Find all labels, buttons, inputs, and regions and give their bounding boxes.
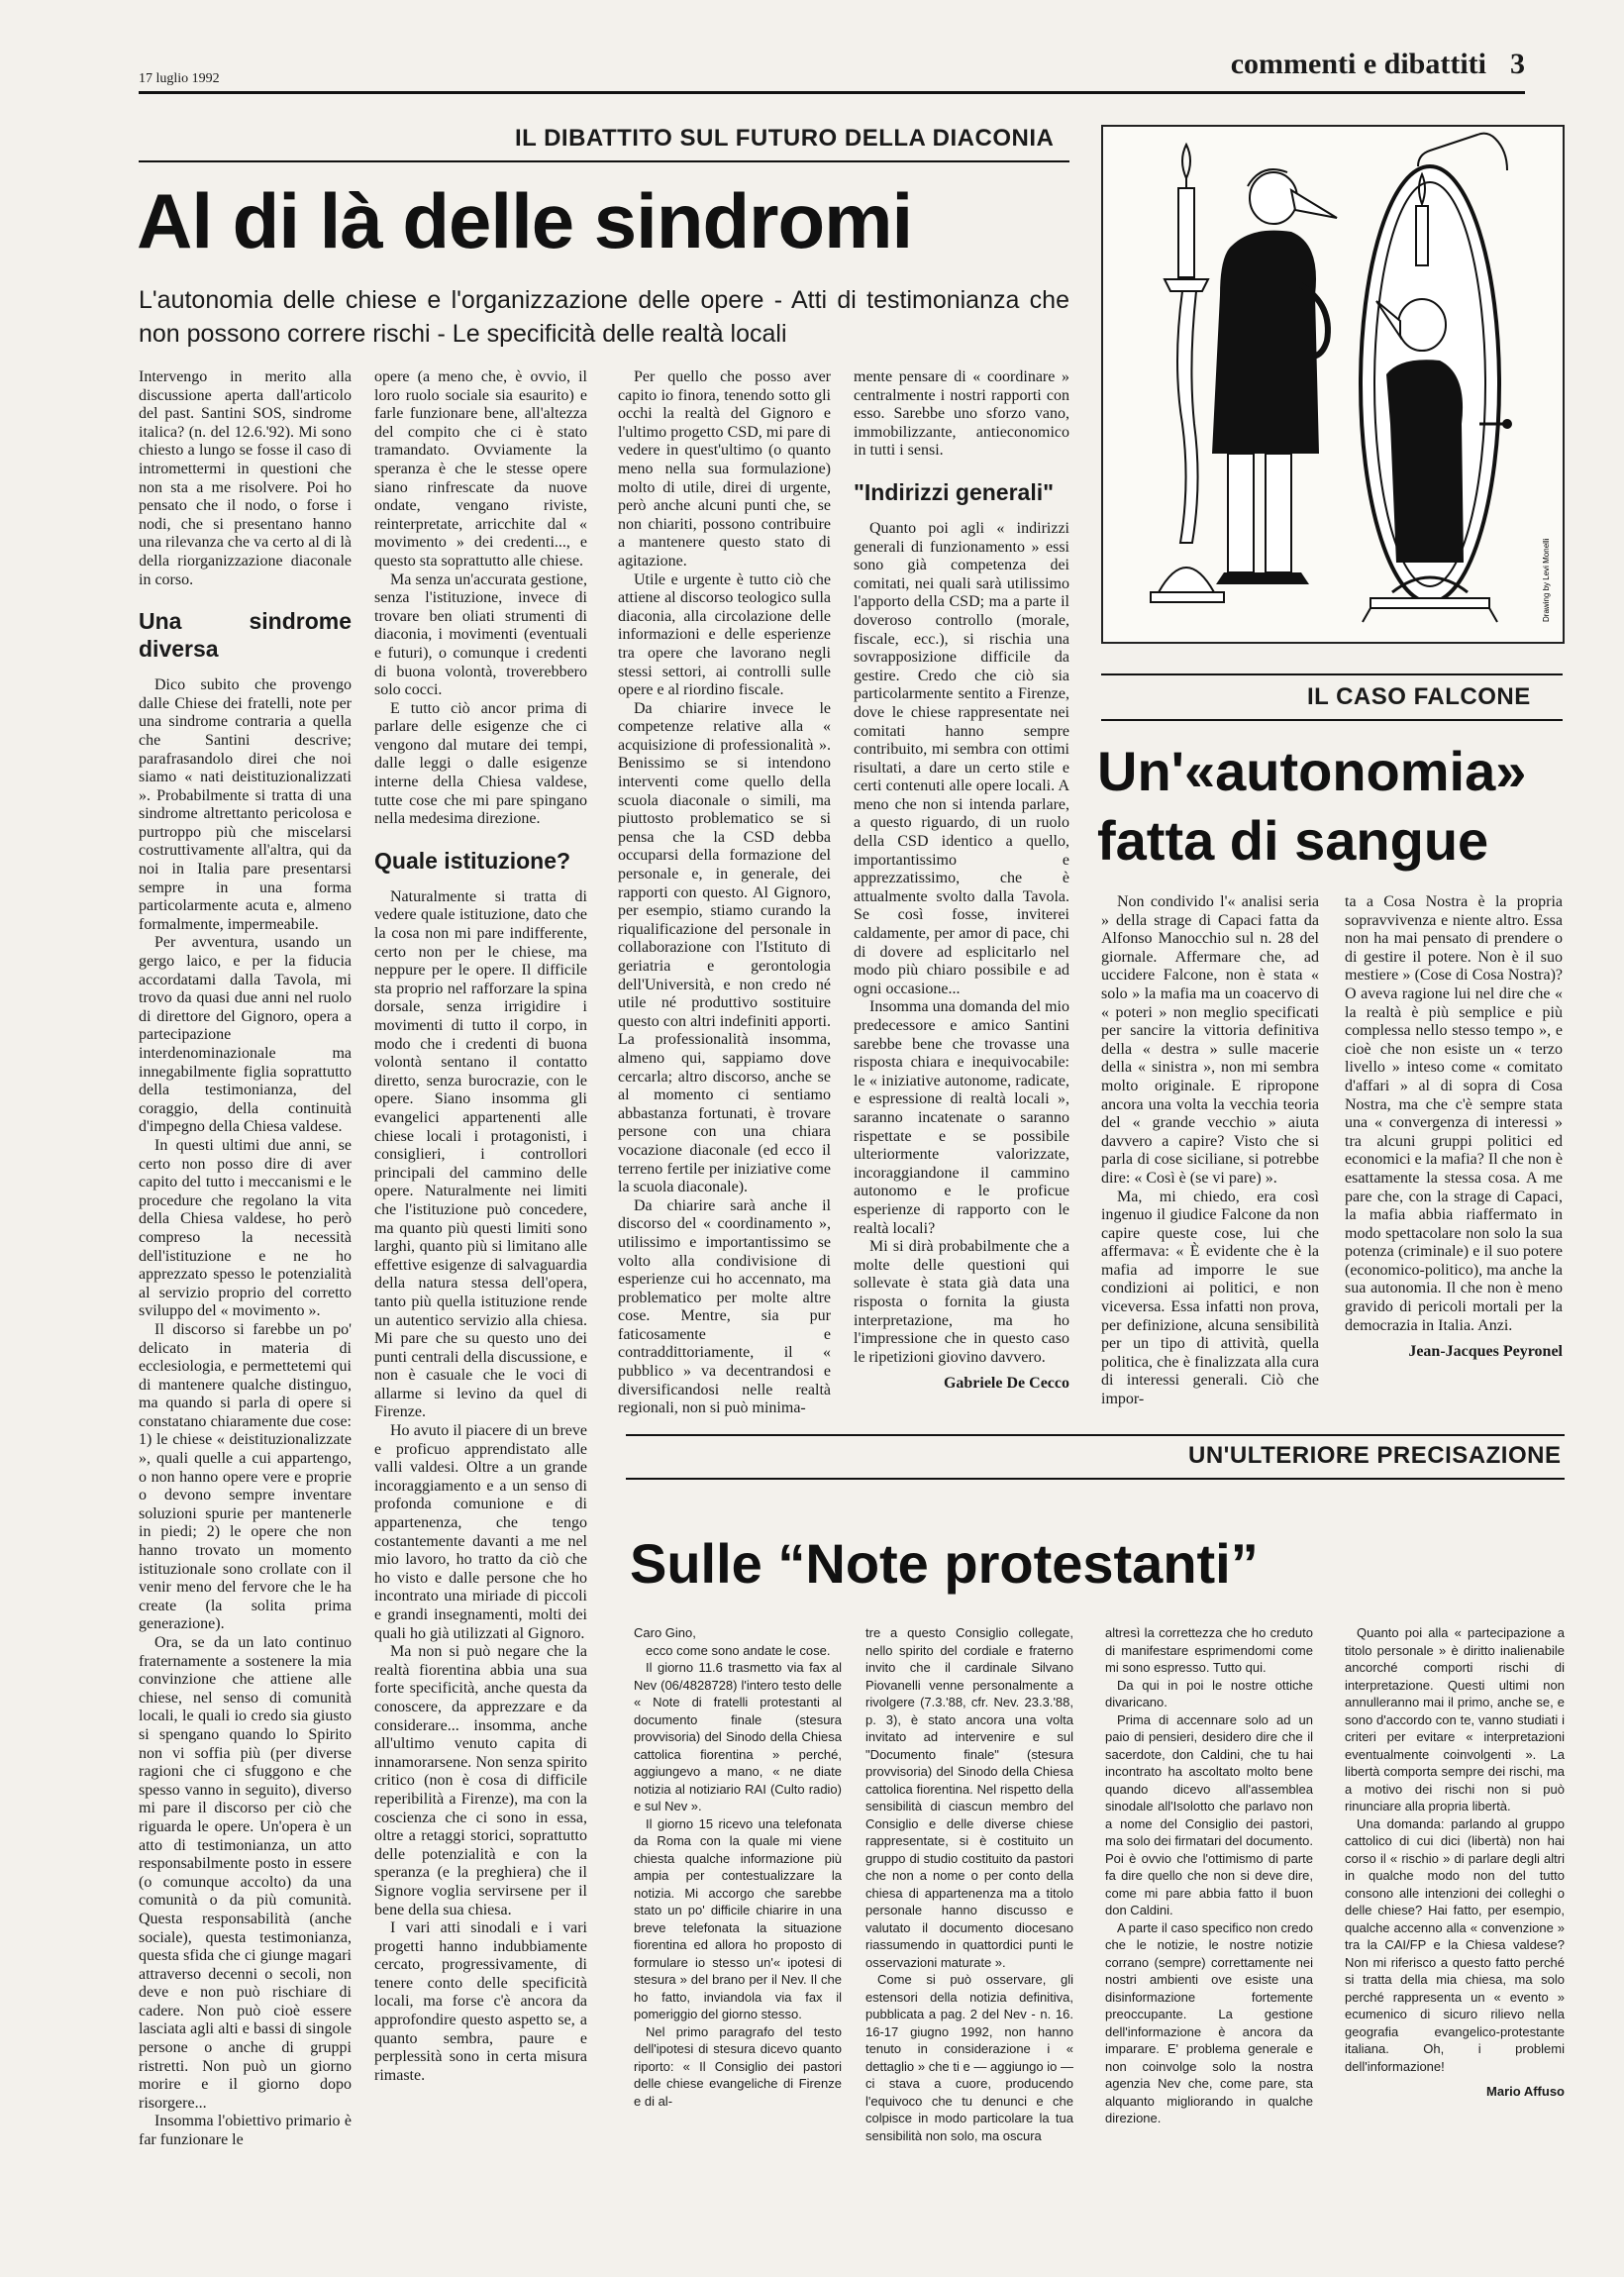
paragraph: Da chiarire invece le competenze relative alla « acquisizione di professionalità ». Benissimo se si intendono interventi come quello della scuola diaconale o simili, ma piuttosto problematico se si pensa che la CSD debba occuparsi della formazione del personale e, in generale, dei rapporti con questo. Al Gignoro, per esempio, stiamo curando la riqualificazione del personale in collaborazione con l'Istituto di geriatria e gerontologia dell'Università, e non credo né utile né produttivo sostituire questo con altri indefiniti apporti. La professionalità insomma, almeno qui, sappiamo dove cercarla; altro discorso, anche se al momento ci sentiamo abbastanza fortunati, è trovare persone con una chiara vocazione diaconale (ed ecco il terreno fertile per iniziative come la scuola diaconale). — [618, 699, 831, 1196]
paragraph: Dico subito che provengo dalle Chiese dei fratelli, note per una sindrome contraria a quella che Santini descrive; parafrasandolo direi che noi siamo « nati deistituzionalizzati ». Probabilmente si tratta di una sindrome altrettanto pericolosa e purtroppo più che miscelarsi costruttivamente all'altra, qui da noi in Italia pare presentarsi sempre in una forma particolarmente acuta e, almeno formalmente, impermeabile. — [139, 676, 352, 933]
header-rule — [139, 91, 1525, 94]
paragraph: E tutto ciò ancor prima di parlare delle esigenze che ci vengono dal mutare dei tempi, dalle leggi o dalle esigenze interne della Chiesa valdese, tutte cose che mi pare spingano nella medesima direzione. — [374, 699, 587, 828]
paragraph: Per avventura, usando un gergo laico, e per la fiducia accordatami dalla Tavola, mi trovo da quasi due anni nel ruolo di direttore del Gignoro, opera a partecipazione interdenominazionale ma innegabilmente figlia soprattutto della testimonianza, del coraggio, della continuità d'impegno della Chiesa valdese. — [139, 934, 352, 1136]
article3-column-2 — [865, 1624, 1073, 2144]
article2-title: Un'«autonomia» fatta di sangue — [1097, 740, 1527, 872]
section-name: commenti e dibattiti — [1230, 48, 1486, 80]
paragraph: ta a Cosa Nostra è la propria sopravvivenza e niente altro. Essa non ha mai pensato di prendere o di gestire il potere. Non è il suo mestiere » (Cose di Cosa Nostra)? O aveva ragione lui nel dire che « la realtà è più semplice e più complessa nello stesso tempo », e cioè che non esiste un « terzo livello » inteso come « comitato d'affari » al di sopra di Cosa Nostra, ma che c'è sempre stata una « convergenza di interessi » tra alcuni gruppi politici ed economici e la mafia? Il che non è esattamente la stessa cosa. A me pare che, con la strage di Capaci, la mafia abbia riaffermato in modo spettacolare non solo la sua potenza (criminale) e il suo potere (economico-politico), ma anche la sua autonomia. Il che non è meno gravido di pericoli mortali per la democrazia in Italia. Anzi. — [1345, 893, 1563, 1334]
mirror-icon — [1361, 134, 1512, 622]
article3-kicker: UN'ULTERIORE PRECISAZIONE — [1188, 1442, 1562, 1469]
paragraph: Prima di accennare solo ad un paio di pensieri, desidero dire che il sacerdote, don Caldini, che tu hai incontrato ha ascoltato molto bene quando dicevo all'assemblea sinodale all'Isolotto che parlavo non a nome del Consiglio dei pastori, ma solo dei firmatari del documento. Poi è ovvio che l'ottimismo di parte fa dire quello che non si deve dire, come mi pare abbia fatto il buon don Caldini. — [1105, 1711, 1313, 1917]
paragraph: mente pensare di « coordinare » centralmente i nostri rapporti con esso. Sarebbe uno sforzo vano, immobilizzante, antieconomico in tutti i sensi. — [854, 368, 1069, 460]
paragraph: Utile e urgente è tutto ciò che attiene al discorso teologico sulla diaconia, alla circolazione delle informazioni e delle esperienze tra opere che lavorano negli stessi settori, ai controlli sulle opere e al riordino fiscale. — [618, 570, 831, 699]
paragraph: Ma, mi chiedo, era così ingenuo il giudice Falcone da non capire queste cose, lui che affermava: « È evidente che è la mafia ad imporre le sue condizioni ai politici, e non viceversa. Essa infatti non prova, per definizione, alcuna sensibilità per un tipo di attività, quella politica, che è finalizzata alla cura di interessi generali. Ciò che impor- — [1101, 1188, 1319, 1408]
paragraph: Insomma l'obiettivo primario è far funzionare le — [139, 2113, 352, 2149]
article1-subhead-3: "Indirizzi generali" — [854, 478, 1055, 505]
paragraph: Da qui in poi le nostre ottiche divaricano. — [1105, 1677, 1313, 1709]
paragraph: Come si può osservare, gli estensori della notizia definitiva, pubblicata a pag. 2 del Nev - n. 16. 16-17 giugno 1992, non hanno tenuto in considerazione i « dettaglio » che ti e — aggiungo io — ci stava a cuore, producendo l'equivoco che tu denunci e che colpisce in modo particolare la tua sensibilità non solo, ma oscura — [865, 1972, 1073, 2143]
paragraph: tre a questo Consiglio collegate, nello spirito del cordiale e fraterno invito che il cardinale Silvano Piovanelli venne personalmente a rivolgere (7.3.'88, cfr. Nev. 23.3.'88, p. 3), è stato ancora una volta invitato ad intervenire e sul "Documento finale" (stesura provvisoria) del Sinodo della Chiesa cattolica fiorentina. Nel rispetto della sensibilità di ciascun membro del Consiglio e delle diverse chiese rappresentate, si è costituito un gruppo di studio costituito da pastori che non a nome o per conto della chiesa di appartenenza ma a titolo personale hanno discusso e valutato il documento diocesano riassumendo in quattordici punti le osservazioni maturate ». — [865, 1625, 1073, 1970]
article3-column-4 — [1345, 1624, 1565, 2101]
paragraph: Caro Gino, — [634, 1625, 696, 1640]
article1-column-3 — [618, 368, 831, 1418]
section-header — [1231, 48, 1525, 81]
paragraph: Naturalmente si tratta di vedere quale istituzione, dato che la cosa non mi pare indifferente, certo non per le chiese, ma neppure per le opere. Il difficile sta proprio nel rafforzare la spina dorsale, senza irrigidire i movimenti di tutto il corpo, in modo che i credenti di buona volontà sentano il contatto diretto, senza burocrazie, con le opere. Siano insomma gli evangelici appartenenti alle chiese locali i protagonisti, i consiglieri, i controllori principali del cammino delle opere. Naturalmente nei limiti che l'istituzione può concedere, ma quanto più questi limiti sono larghi, quanto più si limitano alle effettive esigenze di salvaguardia della natura stessa dell'opera, tanto più quella istituzione rende un autentico servizio alla chiesa. Mi pare che su questo uno dei punti centrali della discussione, e non è casuale che le voci di allarme si levino da quel di Firenze. — [374, 887, 587, 1421]
paragraph: I vari atti sinodali e i vari progetti hanno indubbiamente cercato, progressivamente, di tenere conto delle specificità locali, ma forse c'è ancora da approfondire questo aspetto se, a quanto sembra, paure e perplessità sono in certa misura rimaste. — [374, 1919, 587, 2084]
paragraph: In questi ultimi due anni, se certo non posso dire di aver capito del tutto i meccanismi e le procedure che regolano la vita della Chiesa valdese, ho però compreso la necessità dell'istituzione e ne ho apprezzato spesso le potenzialità al servizio proprio del corretto sviluppo del « movimento ». — [139, 1136, 352, 1320]
paragraph: ecco come sono andate le cose. — [646, 1642, 831, 1658]
article1-column-2 — [374, 368, 587, 2085]
article2-kicker: IL CASO FALCONE — [1307, 683, 1531, 710]
issue-date: 17 luglio 1992 — [139, 71, 220, 86]
article2-kicker-rule — [1101, 719, 1563, 721]
cartoon-drawing — [1103, 127, 1563, 642]
article3-column-1 — [634, 1624, 842, 2110]
paragraph: Una domanda: parlando al gruppo cattolico di cui dici (libertà) non hai corso il « rischio » di parlare degli altri in qualche modo non del tutto consono alle intenzioni dei colleghi o delle chiese? Hai fatto, per esempio, qualche accenno alla « convenzione » tra la CAI/FP e la Chiesa valdese? Non mi riferisco a questo fatto perché si tratta della mia chiesa, ma solo perché rappresenta un « evento » ecumenico di sicuro rilievo nella geografia evangelico-protestante italiana. Oh, i problemi dell'informazione! — [1345, 1815, 1565, 2074]
article1-deck: L'autonomia delle chiese e l'organizzazione delle opere - Atti di testimonianza che non possono correre rischi - Le specificità delle realtà locali — [139, 286, 1069, 348]
article2-column-2 — [1345, 893, 1563, 1362]
article1-column-1 — [139, 368, 352, 2150]
article1-title: Al di là delle sindromi — [137, 177, 913, 264]
cartoon-illustration — [1101, 125, 1565, 644]
paragraph: Il giorno 11.6 trasmetto via fax al Nev (06/4828728) l'intero testo delle « Note di fratelli protestanti al documento finale (stesura provvisoria) del Sinodo della Chiesa cattolica fiorentina » perché, aggiungevo a mano, « ne diate notizia al notiziario RAI (Culto radio) e sul Nev ». — [634, 1660, 842, 1813]
article1-column-4 — [854, 368, 1069, 1394]
article1-kicker: IL DIBATTITO SUL FUTURO DELLA DIACONIA — [515, 125, 1055, 152]
paragraph: Mi si dirà probabilmente che a molte delle questioni qui sollevate è stata già data una risposta o fornita la giusta interpretazione, ma ho l'impressione che in questo caso le ripetizioni giovino davvero. — [854, 1238, 1069, 1366]
paragraph: Per quello che posso aver capito io finora, tenendo sotto gli occhi la realtà del Gignoro e l'ultimo progetto CSD, mi pare di vedere in quest'ultimo (o quanto meno nella sua formulazione) molto di utile, direi di urgente, però anche alcuni punti che, se non chiariti, possono contribuire a mantenere questo stato di agitazione. — [618, 368, 831, 569]
page-number: 3 — [1510, 48, 1525, 80]
paragraph: altresì la correttezza che ho creduto di manifestare esprimendomi come mi sono espresso. Tutto qui. — [1105, 1625, 1313, 1675]
paragraph: Insomma una domanda del mio predecessore e amico Santini sarebbe bene che trovasse una risposta chiara e inequivocabile: le « iniziative autonome, radicate, e espressione di realtà locali », saranno incatenate o saranno rispettate e se possibile ulteriormente valorizzate, incoraggiandone il cammino autonomo e le proficue esperienze di rapporto con le realtà locali? — [854, 998, 1069, 1237]
cartoon-credit: Drawing by Levi Monelli — [1542, 538, 1551, 622]
article2-column-1 — [1101, 893, 1319, 1409]
paragraph: Ma non si può negare che la realtà fiorentina abbia una sua forte specificità, anche questa da conoscere, da apprezzare e da considerare... insomma, anche all'ultimo venuto capita di innamorarsene. Non senza spirito critico (non è cosa di difficile reperibilità a Firenze), ma con la coscienza che ci sono in essa, oltre a retaggi storici, soprattutto delle potenzialità e con la speranza (e la preghiera) che il Signore voglia servirsene per il bene della sua chiesa. — [374, 1643, 587, 1918]
article3-signature: Mario Affuso — [1486, 2084, 1565, 2099]
paragraph: Il discorso si farebbe un po' delicato in materia di ecclesiologia, e permettetemi qui di mantenere qualche distinguo, ma quando si parla di opere si constatano chiaramente due cose: 1) le chiese « deistituzionalizzate », quali quelle a cui appartengo, o non hanno opere vere e proprie o devono sempre inventare soluzioni spurie per mantenerle in piedi; 2) le opere che non hanno trovato un momento istituzionale sono crollate con il venir meno del fervore che le ha create (la solita prima generazione). — [139, 1320, 352, 1633]
article2-top-rule — [1101, 673, 1563, 675]
article1-subhead-2: Quale istituzione? — [374, 847, 571, 874]
paragraph: A parte il caso specifico non credo che le notizie, le nostre notizie corrano (sempre) correttamente nei nostri ambienti ove esiste una disinformazione fortemente preoccupante. La gestione dell'informazione è ancora da imparare. E' problema generale e non coinvolge solo la nostra agenzia Nev che, come pare, sta alquanto migliorando in qualche direzione. — [1105, 1919, 1313, 2125]
paragraph: Ho avuto il piacere di un breve e proficuo apprendistato alle valli valdesi. Oltre a un grande incoraggiamento e a un senso di profonda comunione e di appartenenza, che tengo costantemente davanti a me nel mio lavoro, ho tratto da ciò che ho visto e dalle persone che ho incontrato una miriade di piccoli e grandi insegnamenti, molti dei quali ho già utilizzati al Gignoro. — [374, 1422, 587, 1642]
paragraph: Il giorno 15 ricevo una telefonata da Roma con la quale mi viene chiesta qualche informazione più ampia per contestualizzare la notizia. Mi accorgo che sarebbe stato un po' difficile chiarire in una breve telefonata la situazione fiorentina ed allora ho proposto di formulare io stesso un'« ipotesi di stesura » del brano per il Nev. Il che ho fatto, inviandola via fax il pomeriggio del giorno stesso. — [634, 1815, 842, 2021]
paragraph: Quanto poi agli « indirizzi generali di funzionamento » essi sono già competenza dei comitati, nei quali sarà utilissimo l'apporto della CSD; ma a parte il doveroso controllo (morale, fiscale, ecc.), si rischia una sovrapposizione difficile da gestire. Credo che ciò sia particolarmente sentito a Firenze, dove le chiese rappresentate nei comitati hanno sempre contribuito, mi sembra con ottimi risultati, a dare un certo stile e certi contenuti alle opere locali. A meno che non si intenda parlare, a questo riguardo, di un ruolo della CSD identico a quello, importantissimo e apprezzatissimo, che è attualmente svolto dalla Tavola. Se così fosse, inviterei caldamente, per amor di pace, chi di dovere ad esplicitarlo nel modo più chiaro possibile e ad ogni occasione... — [854, 519, 1069, 997]
paragraph: opere (a meno che, è ovvio, il loro ruolo sociale sia esaurito) e farle funzionare bene, all'altezza del compito che ci è stato tramandato. Ovviamente la speranza è che le stesse opere siano rinfrescate da nuove ondate, vengano riviste, reinterpretate, arricchite dal « movimento » dei credenti..., e questo sta soprattutto alle chiese. — [374, 368, 587, 569]
paragraph: Ma senza un'accurata gestione, senza l'istituzione, invece di trovare ben oliati strumenti di diaconia, i movimenti (eventuali e futuri), o comunque i credenti di buona volontà, troverebbero solo cocci. — [374, 570, 587, 699]
article3-column-3 — [1105, 1624, 1313, 2127]
article3-top-rule — [626, 1434, 1565, 1436]
paragraph: Quanto poi alla « partecipazione a titolo personale » è diritto inalienabile ancorché comporti rischi di interpretazione. Questi ultimi non annulleranno mai il primo, anche se, e sono d'accordo con te, vanno studiati i criteri per evitare « interpretazioni eventualmente coinvolgenti ». La libertà comporta sempre dei rischi, ma a motivo dei rischi non si può rinunciare alla propria libertà. — [1345, 1625, 1565, 1813]
article1-kicker-rule — [139, 160, 1069, 162]
paragraph: Non condivido l'« analisi seria » della strage di Capaci fatta da Alfonso Manocchio sul n. 28 del giornale. Affermare che, ad uccidere Falcone, non è stata « solo » la mafia ma un coacervo di « poteri » non meglio specificati per sancire la vittoria definitiva della « destra » sulle macerie della « sinistra », non mi sembra molto originale. E ripropone ancora una volta la vecchia teoria del « grande vecchio » aiuta davvero a capire? Visto che si parla di cose siciliane, si potrebbe dire: « Così è (se vi pare) ». — [1101, 893, 1319, 1187]
paragraph: Ora, se da un lato continuo fraternamente a sostenere la mia convinzione che attiene alle chiese, nel senso di comunità locali, le quali io credo sia giusto si spengano quando lo Spirito non vi soffia più (per diverse ragioni che ci sfuggono e che spesso vanno in seguito), diverso mi pare il discorso per ciò che riguarda le opere. Un'opera è un atto di testimonianza, un atto responsabilmente posto in essere (o comunque accolto) da una comunità o da più comunità. Questa responsabilità (anche sociale), questa testimonianza, questa sfida che ci giunge magari attraverso decenni o secoli, non deve e non può rischiare di cadere. Non può cioè essere lasciata agli alti e bassi di singole persone o anche di gruppi ristretti. Non può un giorno morire e il giorno dopo risorgere... — [139, 1634, 352, 2112]
paragraph: Intervengo in merito alla discussione aperta dall'articolo del past. Santini SOS, sindrome italica? (n. del 12.6.'92). Mi sono chiesto a lungo se fosse il caso di intromettermi in questioni che non sta a me risolvere. Poi ho pensato che il nodo, o forse i nodi, che si presentano hanno una rilevanza che va certo al di là della riorganizzazione diaconale in corso. — [139, 368, 352, 588]
paragraph: Da chiarire sarà anche il discorso del « coordinamento », utilissimo e importantissimo se volto alla condivisione di esperienze cui ho accennato, ma problematico per molte altre cose. Mentre, sia pur faticosamente e contraddittoriamente, il « pubblico » va decentrandosi e diversificandosi nelle realtà regionali, non si può minima- — [618, 1196, 831, 1417]
article3-kicker-rule — [626, 1478, 1565, 1480]
candlestick-icon — [1151, 145, 1224, 602]
paragraph: Nel primo paragrafo del testo dell'ipotesi di stesura dicevo quanto riporto: « Il Consiglio dei pastori delle chiese evangeliche di Firenze e di al- — [634, 2023, 842, 2109]
article2-signature: Jean-Jacques Peyronel — [1408, 1343, 1563, 1361]
man-figure-icon — [1212, 169, 1337, 584]
article1-subhead-1: Una sindrome diversa — [139, 608, 352, 663]
article3-title: Sulle “Note protestanti” — [630, 1532, 1259, 1595]
article1-signature: Gabriele De Cecco — [943, 1375, 1069, 1393]
